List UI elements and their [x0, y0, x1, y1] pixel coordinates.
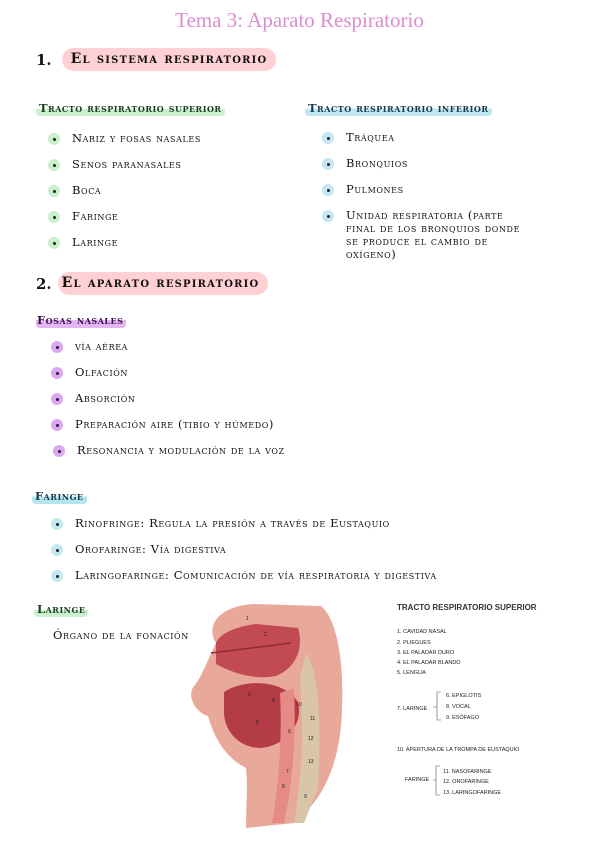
- anatomy-number: 3: [248, 692, 251, 698]
- list-item: Rinofringe: Regula la presión a través de Eustaquio: [51, 517, 437, 530]
- faringe-label: Faringe: [32, 489, 87, 504]
- list-item: Nariz y fosas nasales: [48, 132, 201, 145]
- list-item: Laringe: [48, 236, 201, 249]
- anatomy-figure: [176, 598, 592, 830]
- page-title: Tema 3: Aparato Respiratorio: [175, 8, 424, 32]
- fosas-list: [51, 340, 285, 457]
- section-2-heading: [36, 272, 268, 295]
- legend-item: 2. PLIEGUES: [397, 640, 431, 646]
- legend-item: 3. EL PALADAR DURO: [397, 650, 455, 656]
- laringe-label: Laringe: [34, 602, 88, 617]
- list-item: Olfación: [51, 366, 285, 379]
- bullet-icon: [51, 419, 63, 431]
- list-item: Bronquios: [322, 157, 532, 170]
- faringe-legend-label: FARINGE: [405, 777, 430, 783]
- anatomy-number: 11: [310, 716, 316, 722]
- laringe-heading: [34, 598, 88, 617]
- legend-item: 10. APERTURA DE LA TROMPA DE EUSTAQUIO: [397, 747, 520, 753]
- laringe-bracket: [433, 692, 441, 720]
- legend-item: 4. EL PALADAR BLANDO: [397, 660, 461, 666]
- list-item: Orofaringe: Vía digestiva: [51, 543, 437, 556]
- list-item: vía aérea: [51, 340, 285, 353]
- bullet-icon: [51, 518, 63, 530]
- list-item: Pulmones: [322, 183, 532, 196]
- legend-item: 8. VOCAL: [446, 704, 471, 710]
- lower-tract-list: [322, 131, 532, 261]
- anatomy-number: 6: [288, 729, 291, 735]
- anatomy-number: 13: [308, 759, 314, 765]
- section-1-number: 1.: [36, 50, 52, 69]
- anatomy-number: 7: [286, 769, 289, 775]
- lower-tract-heading: [305, 97, 492, 116]
- anatomy-number: 8: [282, 784, 285, 790]
- bullet-icon: [51, 570, 63, 582]
- list-item: Faringe: [48, 210, 201, 223]
- upper-tract-heading: [36, 97, 225, 116]
- bullet-icon: [48, 133, 60, 145]
- fosas-label: Fosas nasales: [36, 313, 126, 328]
- bullet-icon: [48, 185, 60, 197]
- list-item: Absorción: [51, 392, 285, 405]
- bullet-icon: [51, 341, 63, 353]
- anatomy-number: 12: [308, 736, 314, 742]
- bullet-icon: [51, 544, 63, 556]
- legend-item: 11. NASOFARINGE: [443, 769, 492, 775]
- list-item: Senos paranasales: [48, 158, 201, 171]
- bullet-icon: [48, 159, 60, 171]
- list-item: Resonancia y modulación de la voz: [53, 444, 285, 457]
- faringe-heading: [32, 485, 87, 504]
- section-2-title: El aparato respiratorio: [58, 272, 269, 295]
- list-item: Unidad respiratoria (parte final de los bronquios donde se produce el cambio de oxígeno): [322, 209, 532, 261]
- laringe-legend-label: 7. LARINGE: [397, 706, 428, 712]
- list-item: Preparación aire (tibio y húmedo): [51, 418, 285, 431]
- anatomy-number: 5: [256, 720, 259, 726]
- legend-item: 6. EPIGLOTIS: [446, 693, 482, 699]
- bullet-icon: [322, 132, 334, 144]
- bullet-icon: [322, 158, 334, 170]
- section-1-title: El sistema respiratorio: [62, 48, 277, 71]
- bullet-icon: [51, 367, 63, 379]
- anatomy-number: 10: [296, 702, 302, 708]
- faringe-bracket: [433, 766, 440, 795]
- legend-item: 13. LARINGOFARINGE: [443, 790, 502, 796]
- bullet-icon: [322, 210, 334, 222]
- legend-item: 12. OROFARINGE: [443, 779, 489, 785]
- legend-item: 9. ESÓFAGO: [446, 715, 480, 721]
- list-item: Tráquea: [322, 131, 532, 144]
- anatomy-number: 1: [246, 616, 249, 622]
- laringe-text: Órgano de la fonación: [53, 628, 189, 642]
- fosas-heading: [36, 309, 126, 328]
- legend-item: 5. LENGUA: [397, 670, 426, 676]
- bullet-icon: [48, 211, 60, 223]
- legend-item: 1. CAVIDAD NASAL: [397, 629, 447, 635]
- figure-title: TRACTO RESPIRATORIO SUPERIOR: [397, 603, 537, 612]
- bullet-icon: [53, 445, 65, 457]
- faringe-list: [51, 517, 437, 582]
- anatomy-number: 2: [264, 632, 267, 638]
- list-item: Boca: [48, 184, 201, 197]
- bullet-icon: [48, 237, 60, 249]
- anatomy-number: 4: [272, 698, 275, 704]
- section-1-heading: [36, 48, 276, 71]
- bullet-icon: [322, 184, 334, 196]
- upper-tract-label: Tracto respiratorio superior: [36, 101, 225, 116]
- upper-tract-list: [48, 132, 201, 249]
- section-2-number: 2.: [36, 274, 52, 293]
- anatomy-number: 9: [304, 794, 307, 800]
- bullet-icon: [51, 393, 63, 405]
- figure-legend: [397, 603, 537, 796]
- lower-tract-label: Tracto respiratorio inferior: [305, 101, 492, 116]
- list-item: Laringofaringe: Comunicación de vía respiratoria y digestiva: [51, 569, 437, 582]
